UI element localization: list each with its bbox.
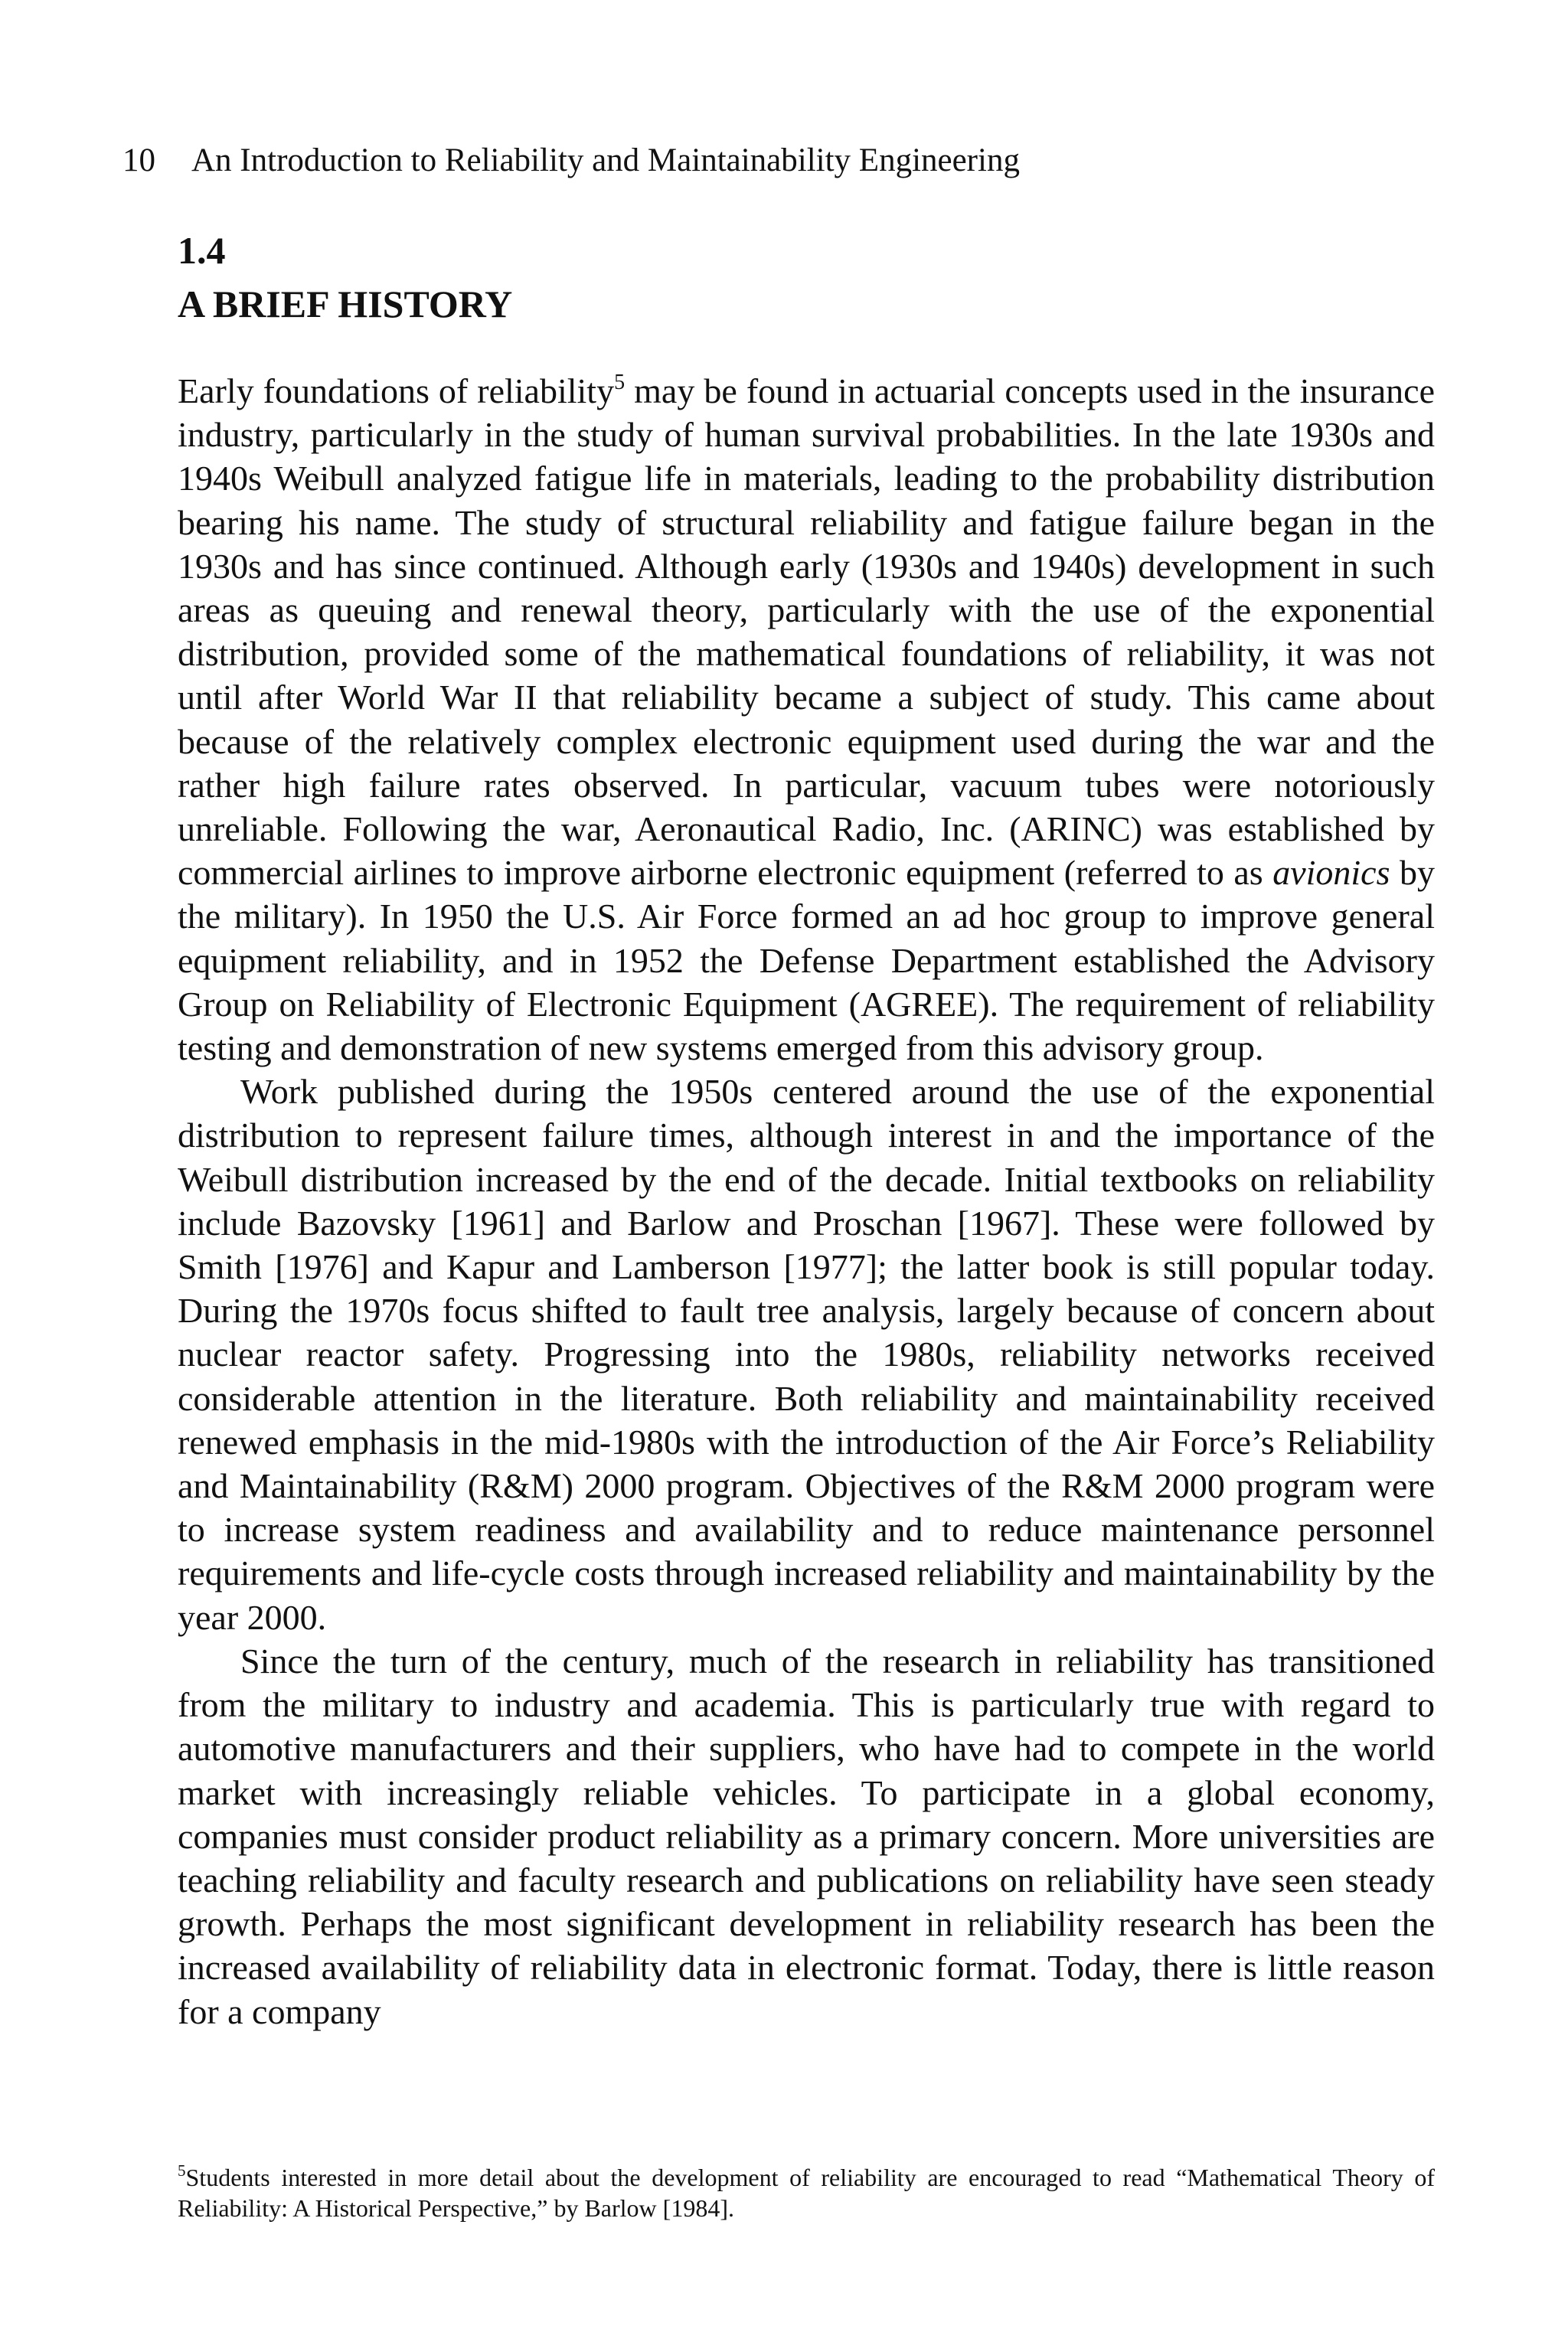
- paragraph-2: Work published during the 1950s centered around the use of the exponential distribution to represent failure times, although interest in and the importance of the Weibull distribution increased by the end of the decade. Initial textbooks on reliability include Bazovsky [1961] and Barlow and Proschan [1967]. These were followed by Smith [1976] and Kapur and Lamberson [1977]; the latter book is still popular today. During the 1970s focus shifted to fault tree analysis, largely because of concern about nuclear reactor safety. Progressing into the 1980s, reliability networks received considerable attention in the literature. Both reliability and maintainability received renewed emphasis in the mid-1980s with the introduction of the Air Force’s Reliability and Maintainability (R&M) 2000 program. Objectives of the R&M 2000 program were to increase system readiness and availability and to reduce maintenance personnel requirements and life-cycle costs through increased reliability and maintainability by the year 2000.: [178, 1072, 1435, 1637]
- footnote-text: Students interested in more detail about the development of reliability are encouraged to read “Mathematical Theory of Reliability: A Historical Perspective,” by Barlow [1984].: [178, 2164, 1435, 2222]
- paragraph-1-text-middle: may be found in actuarial concepts used in the insurance industry, particularly in the study of human survival probabilities. In the late 1930s and 1940s Weibull analyzed fatigue life in materials, leading to the probability distribution bearing his name. The study of structural reliability and fatigue failure began in the 1930s and has since continued. Although early (1930s and 1940s) development in such areas as queuing and renewal theory, particularly with the use of the exponential distribution, provided some of the mathematical foundations of reliability, it was not until after World War II that reliability became a subject of study. This came about because of the relatively complex electronic equipment used during the war and the rather high failure rates observed. In particular, vacuum tubes were notoriously unreliable. Following the war, Aeronautical Radio, Inc. (ARINC) was established by commercial airlines to improve airborne electronic equipment (referred to as: [178, 371, 1435, 893]
- footnote: [178, 2162, 1435, 2223]
- section-heading: [178, 224, 512, 331]
- paragraph-1: [178, 369, 1435, 1070]
- avionics-term: avionics: [1272, 853, 1390, 893]
- paragraph-1-text-start: Early foundations of reliability: [178, 371, 615, 410]
- running-head: [122, 139, 1020, 182]
- page-number: 10: [122, 142, 155, 178]
- section-number: 1.4: [178, 229, 226, 272]
- paragraph-3: Since the turn of the century, much of the research in reliability has transitioned from the military to industry and academia. This is particularly true with regard to automotive manufacturers and their suppliers, who have had to compete in the world market with increasingly reliable vehicles. To participate in a global economy, companies must consider product reliability as a primary concern. More universities are teaching reliability and faculty research and publications on reliability have seen steady growth. Perhaps the most significant development in reliability research has been the increased availability of reliability data in electronic format. Today, there is little reason for a company: [178, 1641, 1435, 2031]
- footnote-mark: 5: [178, 2161, 186, 2180]
- body-text: [178, 369, 1435, 2034]
- footnote-reference-5: 5: [614, 371, 626, 394]
- book-title: An Introduction to Reliability and Maintainability Engineering: [191, 142, 1020, 178]
- section-title: A BRIEF HISTORY: [178, 283, 513, 325]
- paragraph-1-text-end: by the military). In 1950 the U.S. Air Force formed an ad hoc group to improve general equipment reliability, and in 1952 the Defense Department established the Advisory Group on Reliability of Electronic Equipment (AGREE). The requirement of reliability testing and demonstration of new systems emerged from this advisory group.: [178, 853, 1435, 1068]
